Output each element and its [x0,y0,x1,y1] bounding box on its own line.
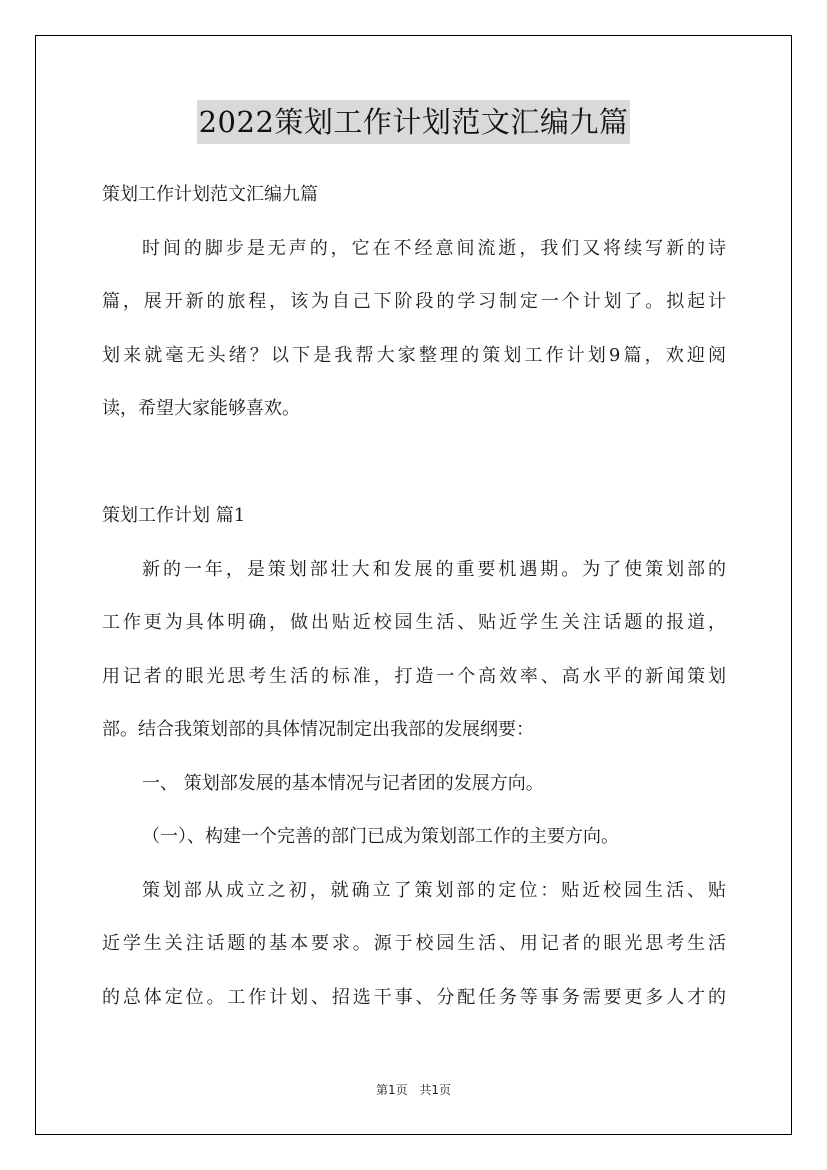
text-line: 策划部从成立之初，就确立了策划部的定位：贴近校园生活、贴 [142,879,726,901]
page-number: 第1页 [375,1083,408,1097]
document-body [102,168,726,1024]
text-line: 的总体定位。工作计划、招选干事、分配任务等事务需要更多人才的 [102,986,726,1008]
text-line: 读，希望大家能够喜欢。 [102,398,300,419]
text-line: 一、 策划部发展的基本情况与记者团的发展方向。 [142,772,544,794]
blank-line [102,436,726,490]
text-line: 划来就毫无头绪？以下是我帮大家整理的策划工作计划9篇，欢迎阅 [102,344,726,366]
title-container [0,100,827,144]
text-line: （一）、构建一个完善的部门已成为策划部工作的主要方向。 [142,826,619,847]
text-line: 篇，展开新的旅程，该为自己下阶段的学习制定一个计划了。拟起计 [102,291,726,312]
text-line: 策划工作计划范文汇编九篇 [102,184,318,205]
document-title: 2022策划工作计划范文汇编九篇 [197,100,631,144]
page-total: 共1页 [419,1083,452,1097]
text-line: 策划工作计划 篇1 [102,505,246,526]
text-line: 近学生关注话题的基本要求。源于校园生活、用记者的眼光思考生活 [102,933,726,954]
page-footer [0,1081,827,1098]
text-line: 时间的脚步是无声的，它在不经意间流逝，我们又将续写新的诗 [142,237,726,259]
text-line: 部。结合我策划部的具体情况制定出我部的发展纲要： [102,719,534,740]
text-line: 用记者的眼光思考生活的标准，打造一个高效率、高水平的新闻策划 [102,665,726,687]
text-line: 工作更为具体明确，做出贴近校园生活、贴近学生关注话题的报道， [102,612,726,633]
text-line: 新的一年，是策划部壮大和发展的重要机遇期。为了使策划部的 [142,558,726,580]
